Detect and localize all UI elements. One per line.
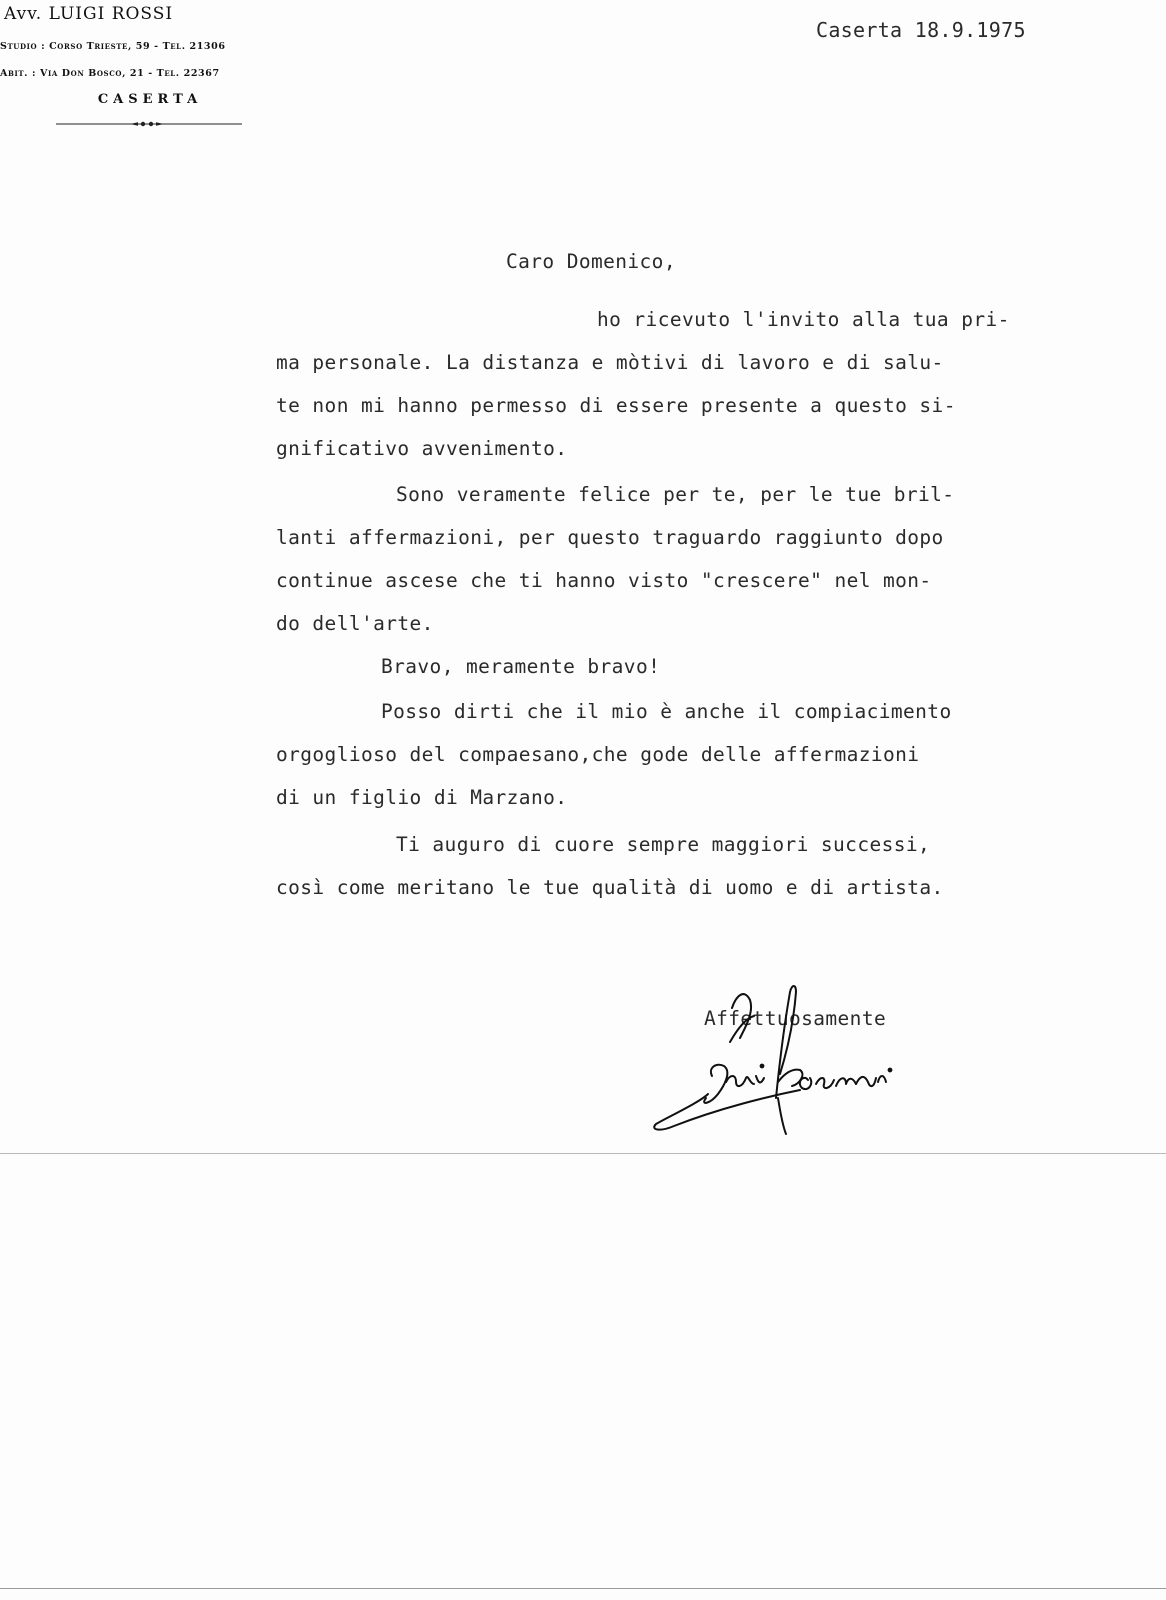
letterhead-home-address: Abit. : Via Don Bosco, 21 - Tel. 22367 <box>0 68 220 79</box>
letterhead-studio-address: Studio : Corso Trieste, 59 - Tel. 21306 <box>0 41 226 52</box>
body-line: gnificativo avvenimento. <box>276 437 568 460</box>
paper-fold-line <box>0 1153 1166 1154</box>
closing: Affettuosamente <box>704 1007 887 1030</box>
letter-date: Caserta 18.9.1975 <box>816 18 1026 42</box>
body-line: continue ascese che ti hanno visto "crescere" nel mon- <box>276 569 932 592</box>
body-line: do dell'arte. <box>276 612 434 635</box>
salutation: Caro Domenico, <box>506 250 676 273</box>
body-line: Posso dirti che il mio è anche il compiacimento <box>381 700 952 723</box>
handwritten-signature <box>650 978 940 1148</box>
body-line: ma personale. La distanza e mòtivi di lavoro e di salu- <box>276 351 944 374</box>
letterhead-ornament-rule <box>56 121 242 127</box>
paper-edge-line <box>0 1588 1166 1589</box>
letterhead-name: Avv. LUIGI ROSSI <box>4 4 174 24</box>
letterhead-city: CASERTA <box>97 92 203 107</box>
body-line: orgoglioso del compaesano,che gode delle affermazioni <box>276 743 920 766</box>
body-line: così come meritano le tue qualità di uomo e di artista. <box>276 876 944 899</box>
body-line: Bravo, meramente bravo! <box>381 655 661 678</box>
body-line: di un figlio di Marzano. <box>276 786 568 809</box>
body-line: ho ricevuto l'invito alla tua pri- <box>597 308 1010 331</box>
body-line: te non mi hanno permesso di essere presente a questo si- <box>276 394 956 417</box>
body-line: Sono veramente felice per te, per le tue bril- <box>396 483 955 506</box>
body-line: Ti auguro di cuore sempre maggiori successi, <box>396 833 931 856</box>
body-line: lanti affermazioni, per questo traguardo raggiunto dopo <box>276 526 944 549</box>
